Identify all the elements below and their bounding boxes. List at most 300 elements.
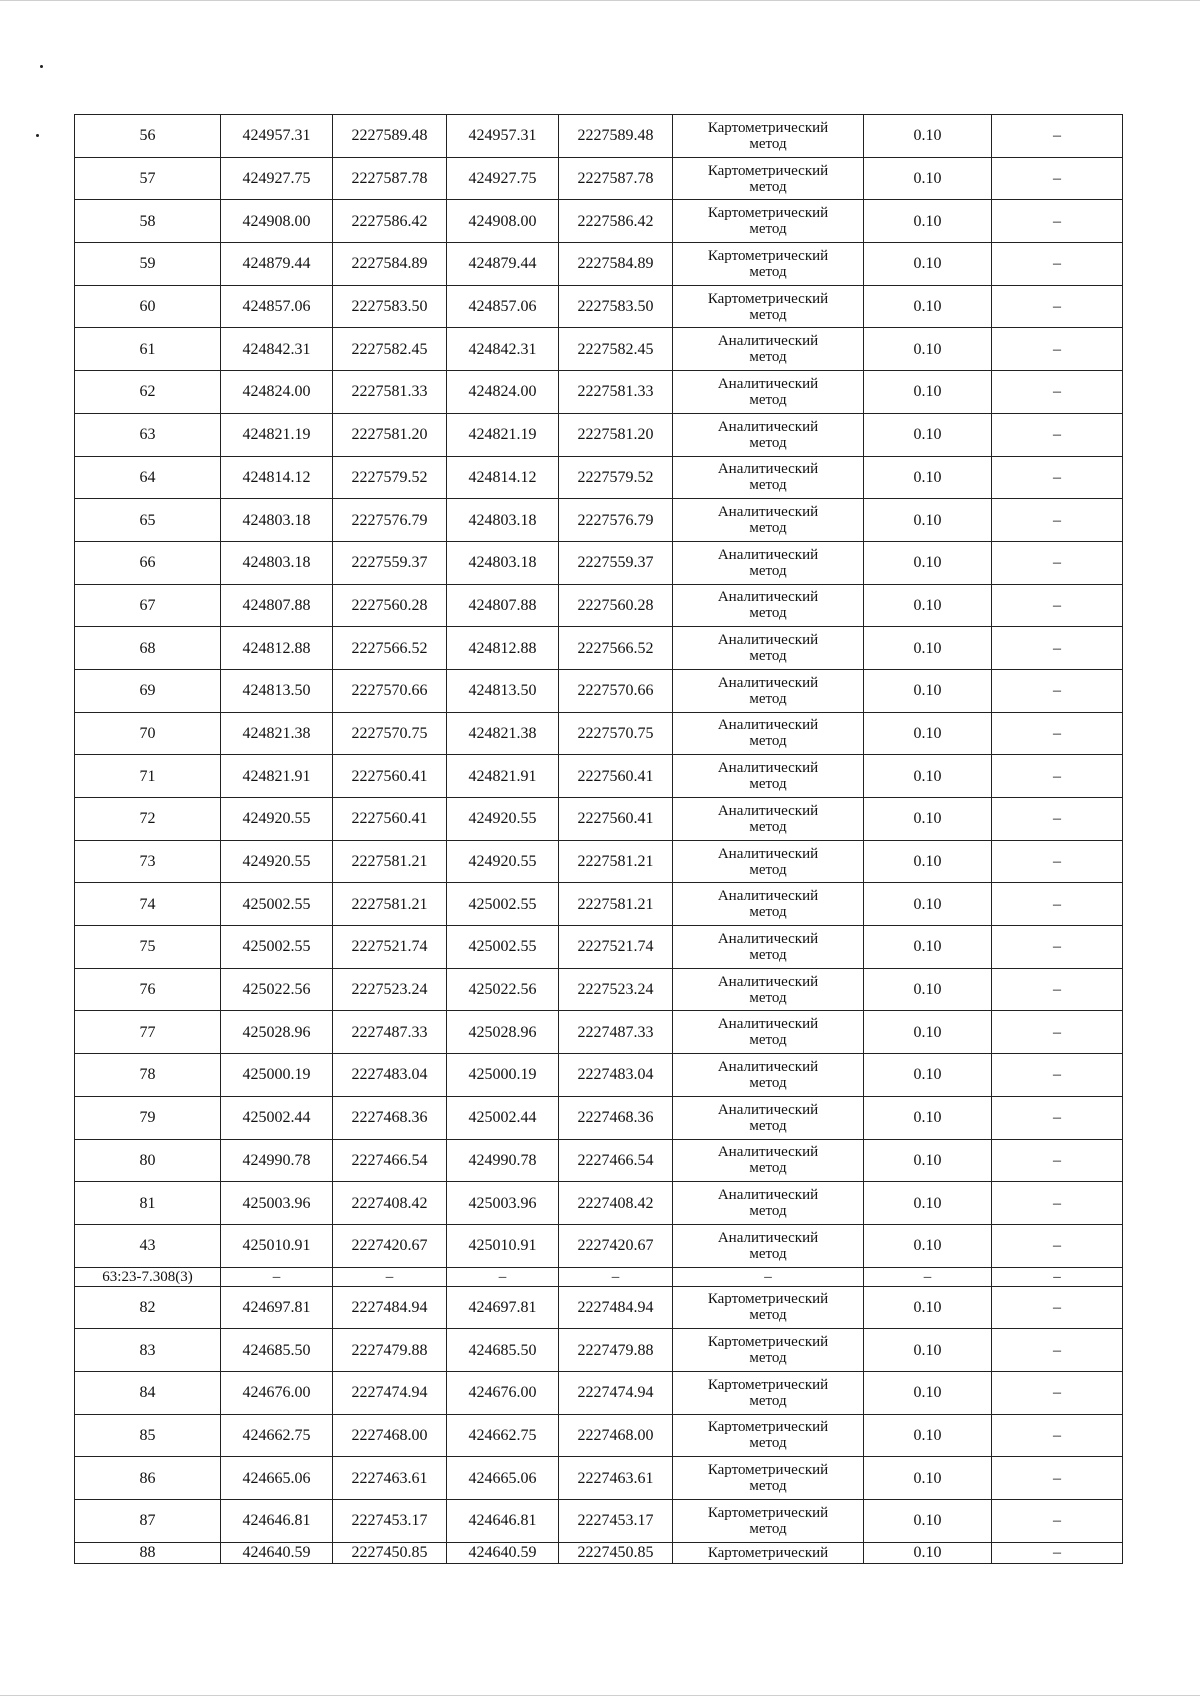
method-line-1: Картометрический <box>707 1504 829 1521</box>
accuracy-cell: 0.10 <box>864 1542 992 1563</box>
point-number-cell: 62 <box>75 371 221 414</box>
y-clarified-cell: 2227559.37 <box>559 541 673 584</box>
method-cell <box>673 115 864 158</box>
note-cell: – <box>992 157 1123 200</box>
x-clarified-cell: 424990.78 <box>447 1139 559 1182</box>
method-line-2: метод <box>749 904 787 921</box>
table-row <box>75 157 1123 200</box>
y-clarified-cell: 2227468.00 <box>559 1414 673 1457</box>
method-cell <box>673 926 864 969</box>
y-existing-cell: 2227408.42 <box>333 1182 447 1225</box>
method-line-2: метод <box>749 263 787 280</box>
accuracy-cell: 0.10 <box>864 627 992 670</box>
method-line-2: метод <box>749 1478 787 1495</box>
accuracy-cell: 0.10 <box>864 285 992 328</box>
coordinates-table <box>74 114 1123 1564</box>
x-existing-cell: 424685.50 <box>221 1329 333 1372</box>
y-existing-cell: 2227576.79 <box>333 499 447 542</box>
y-clarified-cell: 2227484.94 <box>559 1286 673 1329</box>
method-line-1: Аналитический <box>717 333 819 350</box>
table-row <box>75 1054 1123 1097</box>
y-clarified-cell: 2227566.52 <box>559 627 673 670</box>
y-clarified-cell: 2227581.33 <box>559 371 673 414</box>
method-line-2: метод <box>749 1245 787 1262</box>
method-line-1: Картометрический <box>707 119 829 136</box>
method-line-1: Аналитический <box>717 632 819 649</box>
method-line-1: Аналитический <box>717 845 819 862</box>
accuracy-cell: 0.10 <box>864 1286 992 1329</box>
method-line-2: метод <box>749 818 787 835</box>
method-cell <box>673 1457 864 1500</box>
x-existing-cell: 424662.75 <box>221 1414 333 1457</box>
x-existing-cell: 424927.75 <box>221 157 333 200</box>
method-cell <box>673 285 864 328</box>
method-cell <box>673 413 864 456</box>
x-clarified-cell: 424807.88 <box>447 584 559 627</box>
x-existing-cell: 424957.31 <box>221 115 333 158</box>
accuracy-cell: 0.10 <box>864 1096 992 1139</box>
method-cell <box>673 1096 864 1139</box>
dash-cell: – <box>864 1267 992 1286</box>
table-row <box>75 712 1123 755</box>
note-cell: – <box>992 456 1123 499</box>
y-existing-cell: 2227584.89 <box>333 243 447 286</box>
y-existing-cell: 2227586.42 <box>333 200 447 243</box>
table-row <box>75 1371 1123 1414</box>
method-line-1: Картометрический <box>707 205 829 222</box>
method-line-2: метод <box>749 1520 787 1537</box>
x-existing-cell: 424920.55 <box>221 840 333 883</box>
dash-cell: – <box>992 1267 1123 1286</box>
x-clarified-cell: 425002.55 <box>447 926 559 969</box>
x-clarified-cell: 424821.91 <box>447 755 559 798</box>
y-existing-cell: 2227581.33 <box>333 371 447 414</box>
method-line-2: метод <box>749 1160 787 1177</box>
method-cell <box>673 1182 864 1225</box>
y-clarified-cell: 2227583.50 <box>559 285 673 328</box>
page-edge-bottom <box>0 1695 1200 1696</box>
method-line-2: метод <box>749 690 787 707</box>
x-clarified-cell: 425010.91 <box>447 1224 559 1267</box>
y-clarified-cell: 2227487.33 <box>559 1011 673 1054</box>
method-line-2: метод <box>749 1350 787 1367</box>
method-cell <box>673 883 864 926</box>
method-cell <box>673 627 864 670</box>
x-existing-cell: 424803.18 <box>221 499 333 542</box>
method-line-1: Аналитический <box>717 1229 819 1246</box>
table-row <box>75 1414 1123 1457</box>
point-number-cell: 87 <box>75 1500 221 1543</box>
y-existing-cell: 2227581.20 <box>333 413 447 456</box>
method-line-2: метод <box>749 477 787 494</box>
method-line-2: метод <box>749 1392 787 1409</box>
method-cell <box>673 1500 864 1543</box>
method-line-1: Картометрический <box>707 1544 829 1561</box>
point-number-cell: 82 <box>75 1286 221 1329</box>
y-existing-cell: 2227479.88 <box>333 1329 447 1372</box>
table-row <box>75 840 1123 883</box>
accuracy-cell: 0.10 <box>864 968 992 1011</box>
note-cell: – <box>992 499 1123 542</box>
point-number-cell: 71 <box>75 755 221 798</box>
method-cell <box>673 1054 864 1097</box>
table-row <box>75 926 1123 969</box>
method-cell <box>673 968 864 1011</box>
y-clarified-cell: 2227589.48 <box>559 115 673 158</box>
y-clarified-cell: 2227450.85 <box>559 1542 673 1563</box>
y-existing-cell: 2227579.52 <box>333 456 447 499</box>
x-existing-cell: 424803.18 <box>221 541 333 584</box>
accuracy-cell: 0.10 <box>864 115 992 158</box>
y-clarified-cell: 2227570.66 <box>559 669 673 712</box>
y-existing-cell: 2227484.94 <box>333 1286 447 1329</box>
method-cell <box>673 1371 864 1414</box>
point-number-cell: 84 <box>75 1371 221 1414</box>
note-cell: – <box>992 968 1123 1011</box>
point-number-cell: 63 <box>75 413 221 456</box>
accuracy-cell: 0.10 <box>864 200 992 243</box>
point-number-cell: 69 <box>75 669 221 712</box>
note-cell: – <box>992 541 1123 584</box>
method-line-1: Картометрический <box>707 1376 829 1393</box>
scan-dot-top <box>40 65 43 68</box>
x-clarified-cell: 424685.50 <box>447 1329 559 1372</box>
method-line-2: метод <box>749 349 787 366</box>
accuracy-cell: 0.10 <box>864 669 992 712</box>
table-row <box>75 669 1123 712</box>
method-line-2: метод <box>749 1074 787 1091</box>
x-existing-cell: 424842.31 <box>221 328 333 371</box>
y-clarified-cell: 2227587.78 <box>559 157 673 200</box>
x-clarified-cell: 424821.19 <box>447 413 559 456</box>
dash-cell: – <box>559 1267 673 1286</box>
accuracy-cell: 0.10 <box>864 328 992 371</box>
method-line-1: Картометрический <box>707 1419 829 1436</box>
table-row <box>75 1286 1123 1329</box>
table-row <box>75 1542 1123 1563</box>
table-row <box>75 499 1123 542</box>
table-row <box>75 1182 1123 1225</box>
method-cell <box>673 1011 864 1054</box>
method-line-2: метод <box>749 733 787 750</box>
y-clarified-cell: 2227584.89 <box>559 243 673 286</box>
method-cell <box>673 712 864 755</box>
point-number-cell: 86 <box>75 1457 221 1500</box>
method-line-1: Картометрический <box>707 162 829 179</box>
y-existing-cell: 2227468.36 <box>333 1096 447 1139</box>
y-clarified-cell: 2227408.42 <box>559 1182 673 1225</box>
note-cell: – <box>992 285 1123 328</box>
x-clarified-cell: 425022.56 <box>447 968 559 1011</box>
table-row <box>75 968 1123 1011</box>
note-cell: – <box>992 669 1123 712</box>
accuracy-cell: 0.10 <box>864 755 992 798</box>
method-line-2: метод <box>749 1307 787 1324</box>
dash-cell: – <box>333 1267 447 1286</box>
note-cell: – <box>992 1096 1123 1139</box>
x-existing-cell: 424857.06 <box>221 285 333 328</box>
method-cell <box>673 328 864 371</box>
method-cell <box>673 157 864 200</box>
method-cell <box>673 456 864 499</box>
method-line-1: Аналитический <box>717 973 819 990</box>
dash-cell: – <box>447 1267 559 1286</box>
method-line-1: Аналитический <box>717 418 819 435</box>
method-cell <box>673 499 864 542</box>
accuracy-cell: 0.10 <box>864 157 992 200</box>
x-existing-cell: 424807.88 <box>221 584 333 627</box>
x-clarified-cell: 424662.75 <box>447 1414 559 1457</box>
accuracy-cell: 0.10 <box>864 1182 992 1225</box>
method-cell <box>673 755 864 798</box>
accuracy-cell: 0.10 <box>864 1054 992 1097</box>
y-existing-cell: 2227559.37 <box>333 541 447 584</box>
table-row <box>75 1500 1123 1543</box>
x-clarified-cell: 425028.96 <box>447 1011 559 1054</box>
y-existing-cell: 2227466.54 <box>333 1139 447 1182</box>
y-existing-cell: 2227560.41 <box>333 798 447 841</box>
x-clarified-cell: 425000.19 <box>447 1054 559 1097</box>
x-clarified-cell: 424842.31 <box>447 328 559 371</box>
y-clarified-cell: 2227453.17 <box>559 1500 673 1543</box>
point-number-cell: 75 <box>75 926 221 969</box>
y-existing-cell: 2227453.17 <box>333 1500 447 1543</box>
y-existing-cell: 2227521.74 <box>333 926 447 969</box>
method-line-2: метод <box>749 605 787 622</box>
y-clarified-cell: 2227570.75 <box>559 712 673 755</box>
y-existing-cell: 2227468.00 <box>333 1414 447 1457</box>
y-existing-cell: 2227483.04 <box>333 1054 447 1097</box>
accuracy-cell: 0.10 <box>864 712 992 755</box>
method-line-1: Аналитический <box>717 546 819 563</box>
x-existing-cell: 424990.78 <box>221 1139 333 1182</box>
x-clarified-cell: 424824.00 <box>447 371 559 414</box>
method-line-2: метод <box>749 178 787 195</box>
table-row <box>75 243 1123 286</box>
x-existing-cell: 424824.00 <box>221 371 333 414</box>
y-clarified-cell: 2227581.21 <box>559 883 673 926</box>
method-cell <box>673 1542 864 1563</box>
method-line-2: метод <box>749 391 787 408</box>
method-cell <box>673 840 864 883</box>
x-existing-cell: 425010.91 <box>221 1224 333 1267</box>
method-line-1: Аналитический <box>717 375 819 392</box>
table-row <box>75 798 1123 841</box>
note-cell: – <box>992 1329 1123 1372</box>
x-existing-cell: 425002.55 <box>221 883 333 926</box>
y-existing-cell: 2227560.28 <box>333 584 447 627</box>
point-number-cell: 78 <box>75 1054 221 1097</box>
point-number-cell: 60 <box>75 285 221 328</box>
point-number-cell: 83 <box>75 1329 221 1372</box>
note-cell: – <box>992 584 1123 627</box>
x-clarified-cell: 424879.44 <box>447 243 559 286</box>
y-clarified-cell: 2227560.28 <box>559 584 673 627</box>
method-cell <box>673 669 864 712</box>
table-row <box>75 200 1123 243</box>
y-clarified-cell: 2227466.54 <box>559 1139 673 1182</box>
page-edge-top <box>0 0 1200 1</box>
y-existing-cell: 2227570.75 <box>333 712 447 755</box>
accuracy-cell: 0.10 <box>864 926 992 969</box>
x-clarified-cell: 424803.18 <box>447 541 559 584</box>
method-line-2: метод <box>749 1032 787 1049</box>
note-cell: – <box>992 1054 1123 1097</box>
x-existing-cell: 424821.38 <box>221 712 333 755</box>
y-clarified-cell: 2227581.20 <box>559 413 673 456</box>
table-row <box>75 1329 1123 1372</box>
y-existing-cell: 2227583.50 <box>333 285 447 328</box>
table-body <box>75 115 1123 1564</box>
y-clarified-cell: 2227579.52 <box>559 456 673 499</box>
accuracy-cell: 0.10 <box>864 371 992 414</box>
method-line-1: Аналитический <box>717 1187 819 1204</box>
accuracy-cell: 0.10 <box>864 1457 992 1500</box>
method-line-1: Аналитический <box>717 1058 819 1075</box>
method-line-2: метод <box>749 520 787 537</box>
table-row <box>75 456 1123 499</box>
x-clarified-cell: 424803.18 <box>447 499 559 542</box>
note-cell: – <box>992 371 1123 414</box>
method-line-2: метод <box>749 1117 787 1134</box>
method-cell <box>673 1139 864 1182</box>
note-cell: – <box>992 1139 1123 1182</box>
table-row <box>75 1096 1123 1139</box>
method-cell <box>673 243 864 286</box>
y-existing-cell: 2227463.61 <box>333 1457 447 1500</box>
accuracy-cell: 0.10 <box>864 840 992 883</box>
x-existing-cell: 425022.56 <box>221 968 333 1011</box>
method-line-1: Аналитический <box>717 760 819 777</box>
table-row <box>75 413 1123 456</box>
note-cell: – <box>992 1542 1123 1563</box>
method-line-2: метод <box>749 1435 787 1452</box>
x-existing-cell: 425028.96 <box>221 1011 333 1054</box>
x-existing-cell: 424697.81 <box>221 1286 333 1329</box>
note-cell: – <box>992 926 1123 969</box>
y-clarified-cell: 2227521.74 <box>559 926 673 969</box>
y-clarified-cell: 2227582.45 <box>559 328 673 371</box>
note-cell: – <box>992 627 1123 670</box>
accuracy-cell: 0.10 <box>864 541 992 584</box>
point-number-cell: 70 <box>75 712 221 755</box>
y-clarified-cell: 2227560.41 <box>559 798 673 841</box>
table-row <box>75 371 1123 414</box>
x-existing-cell: 425002.44 <box>221 1096 333 1139</box>
y-clarified-cell: 2227523.24 <box>559 968 673 1011</box>
method-line-2: метод <box>749 135 787 152</box>
method-line-1: Аналитический <box>717 1101 819 1118</box>
method-line-2: метод <box>749 562 787 579</box>
note-cell: – <box>992 798 1123 841</box>
x-existing-cell: 424676.00 <box>221 1371 333 1414</box>
x-clarified-cell: 424927.75 <box>447 157 559 200</box>
x-clarified-cell: 424640.59 <box>447 1542 559 1563</box>
method-line-1: Аналитический <box>717 504 819 521</box>
x-existing-cell: 424640.59 <box>221 1542 333 1563</box>
y-clarified-cell: 2227479.88 <box>559 1329 673 1372</box>
point-number-cell: 43 <box>75 1224 221 1267</box>
table-row <box>75 584 1123 627</box>
method-line-2: метод <box>749 306 787 323</box>
point-number-cell: 72 <box>75 798 221 841</box>
point-number-cell: 61 <box>75 328 221 371</box>
method-line-2: метод <box>749 776 787 793</box>
x-clarified-cell: 424812.88 <box>447 627 559 670</box>
point-number-cell: 56 <box>75 115 221 158</box>
x-clarified-cell: 424813.50 <box>447 669 559 712</box>
accuracy-cell: 0.10 <box>864 499 992 542</box>
y-clarified-cell: 2227586.42 <box>559 200 673 243</box>
accuracy-cell: 0.10 <box>864 584 992 627</box>
point-number-cell: 65 <box>75 499 221 542</box>
method-line-2: метод <box>749 1203 787 1220</box>
method-line-1: Картометрический <box>707 1334 829 1351</box>
accuracy-cell: 0.10 <box>864 1139 992 1182</box>
y-clarified-cell: 2227474.94 <box>559 1371 673 1414</box>
x-existing-cell: 424879.44 <box>221 243 333 286</box>
table-row <box>75 1457 1123 1500</box>
accuracy-cell: 0.10 <box>864 456 992 499</box>
method-line-1: Аналитический <box>717 589 819 606</box>
x-clarified-cell: 425002.44 <box>447 1096 559 1139</box>
method-cell <box>673 798 864 841</box>
y-clarified-cell: 2227560.41 <box>559 755 673 798</box>
note-cell: – <box>992 200 1123 243</box>
x-clarified-cell: 424821.38 <box>447 712 559 755</box>
method-line-1: Аналитический <box>717 930 819 947</box>
x-clarified-cell: 424697.81 <box>447 1286 559 1329</box>
table-row <box>75 755 1123 798</box>
note-cell: – <box>992 755 1123 798</box>
x-clarified-cell: 424814.12 <box>447 456 559 499</box>
point-number-cell: 81 <box>75 1182 221 1225</box>
note-cell: – <box>992 328 1123 371</box>
accuracy-cell: 0.10 <box>864 883 992 926</box>
note-cell: – <box>992 1414 1123 1457</box>
x-clarified-cell: 424857.06 <box>447 285 559 328</box>
method-line-2: метод <box>749 861 787 878</box>
x-existing-cell: 424920.55 <box>221 798 333 841</box>
table-row <box>75 1011 1123 1054</box>
point-number-cell: 73 <box>75 840 221 883</box>
point-number-cell: 64 <box>75 456 221 499</box>
x-clarified-cell: 424908.00 <box>447 200 559 243</box>
accuracy-cell: 0.10 <box>864 1414 992 1457</box>
y-clarified-cell: 2227581.21 <box>559 840 673 883</box>
note-cell: – <box>992 243 1123 286</box>
method-line-1: Картометрический <box>707 1462 829 1479</box>
method-line-2: метод <box>749 434 787 451</box>
method-cell <box>673 1414 864 1457</box>
x-clarified-cell: 424920.55 <box>447 840 559 883</box>
point-number-cell: 74 <box>75 883 221 926</box>
table-row <box>75 1224 1123 1267</box>
method-line-1: Аналитический <box>717 461 819 478</box>
method-cell <box>673 1286 864 1329</box>
x-existing-cell: 424821.19 <box>221 413 333 456</box>
table-row <box>75 541 1123 584</box>
note-cell: – <box>992 1457 1123 1500</box>
method-line-1: Аналитический <box>717 888 819 905</box>
note-cell: – <box>992 840 1123 883</box>
method-line-2: метод <box>749 989 787 1006</box>
group-label-cell: 63:23-7.308(3) <box>75 1267 221 1286</box>
table-row <box>75 1139 1123 1182</box>
accuracy-cell: 0.10 <box>864 1500 992 1543</box>
dash-cell: – <box>221 1267 333 1286</box>
note-cell: – <box>992 1224 1123 1267</box>
